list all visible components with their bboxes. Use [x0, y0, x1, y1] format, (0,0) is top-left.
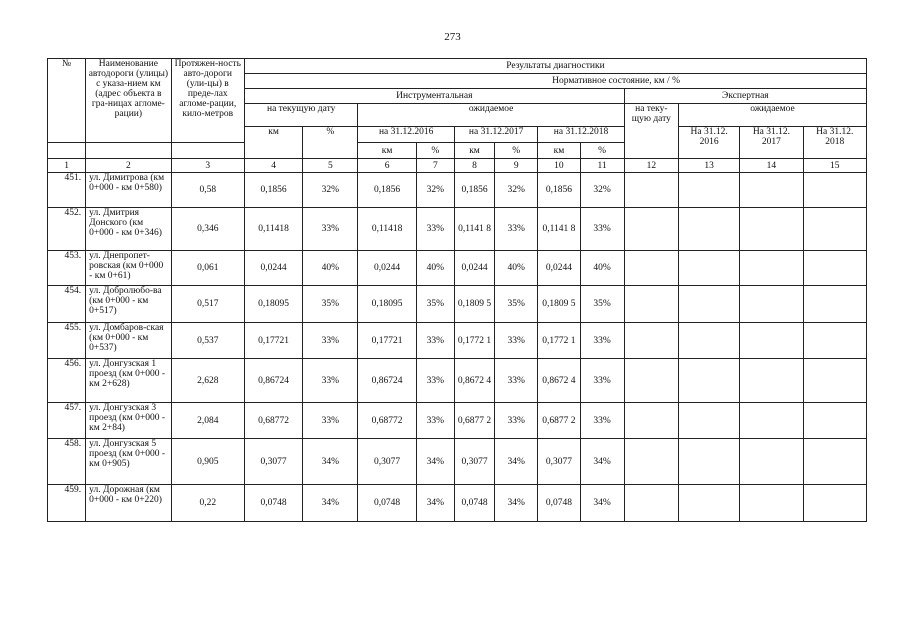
current-km-cell: 0,3077: [244, 439, 302, 485]
header-date-2017: на 31.12.2017: [454, 127, 537, 143]
expert-2018-cell: [803, 403, 866, 439]
pct-2016-cell: 35%: [416, 286, 454, 323]
header-expert-2018: На 31.12. 2018: [803, 127, 866, 159]
expert-current-cell: [624, 439, 678, 485]
table-row: [48, 403, 867, 439]
table-body: [48, 173, 867, 522]
km-2017-cell: 0,3077: [454, 439, 494, 485]
header-expert-current-date: на теку-щую дату: [624, 104, 678, 159]
pct-2018-cell: 34%: [580, 485, 624, 522]
km-2018-cell: 0,1772 1: [538, 323, 580, 359]
expert-2016-cell: [678, 323, 739, 359]
current-pct-cell: 34%: [303, 485, 358, 522]
header-current-pct: %: [303, 127, 358, 159]
expert-2017-cell: [740, 485, 803, 522]
header-expert: Экспертная: [624, 89, 866, 104]
km-2016-cell: 0,11418: [358, 208, 416, 251]
current-pct-cell: 33%: [303, 208, 358, 251]
header-km-2017: км: [454, 143, 494, 159]
expert-2016-cell: [678, 439, 739, 485]
km-2016-cell: 0,68772: [358, 403, 416, 439]
expert-2017-cell: [740, 323, 803, 359]
table-row: [48, 173, 867, 208]
col-number: 2: [86, 159, 171, 173]
col-number: 6: [358, 159, 416, 173]
pct-2017-cell: 34%: [495, 485, 538, 522]
pct-2018-cell: 33%: [580, 323, 624, 359]
current-km-cell: 0,0244: [244, 251, 302, 286]
col-number: 13: [678, 159, 739, 173]
row-number-cell: 451.: [48, 173, 86, 208]
km-2018-cell: 0,0244: [538, 251, 580, 286]
expert-current-cell: [624, 485, 678, 522]
col-number: 12: [624, 159, 678, 173]
km-2016-cell: 0,3077: [358, 439, 416, 485]
road-name-cell: ул. Димитрова (км 0+000 - км 0+580): [86, 173, 171, 208]
km-2017-cell: 0,8672 4: [454, 359, 494, 403]
row-number-cell: 455.: [48, 323, 86, 359]
pct-2016-cell: 33%: [416, 323, 454, 359]
road-name-cell: ул. Дорожная (км 0+000 - км 0+220): [86, 485, 171, 522]
expert-2017-cell: [740, 359, 803, 403]
length-value-cell: 0,061: [171, 251, 244, 286]
table-row: [48, 485, 867, 522]
km-2017-cell: 0,1809 5: [454, 286, 494, 323]
header-normative-state: Нормативное состояние, км / %: [244, 74, 866, 89]
table-row: [48, 439, 867, 485]
km-2017-cell: 0,1772 1: [454, 323, 494, 359]
km-2017-cell: 0,0748: [454, 485, 494, 522]
table-row: [48, 208, 867, 251]
pct-2018-cell: 33%: [580, 403, 624, 439]
header-road-name: Наименование автодороги (улицы) с указа-нием км (адрес объекта в гра-ницах агломе-рации): [86, 59, 171, 143]
col-number: 8: [454, 159, 494, 173]
current-pct-cell: 33%: [303, 359, 358, 403]
expert-2018-cell: [803, 439, 866, 485]
col-number: 9: [495, 159, 538, 173]
expert-2018-cell: [803, 251, 866, 286]
pct-2016-cell: 33%: [416, 403, 454, 439]
col-number: 3: [171, 159, 244, 173]
expert-2016-cell: [678, 173, 739, 208]
km-2016-cell: 0,0244: [358, 251, 416, 286]
header-length: Протяжен-ность авто-дороги (ули-цы) в преде-лах агломе-рации, кило-метров: [171, 59, 244, 143]
current-pct-cell: 40%: [303, 251, 358, 286]
expert-current-cell: [624, 251, 678, 286]
header-date-2016: на 31.12.2016: [358, 127, 454, 143]
header-pct-2016: %: [416, 143, 454, 159]
expert-2018-cell: [803, 323, 866, 359]
current-km-cell: 0,11418: [244, 208, 302, 251]
km-2018-cell: 0,8672 4: [538, 359, 580, 403]
expert-2016-cell: [678, 286, 739, 323]
km-2016-cell: 0,17721: [358, 323, 416, 359]
header-pct-2018: %: [580, 143, 624, 159]
col-number: 15: [803, 159, 866, 173]
col-number: 4: [244, 159, 302, 173]
header-km-2016: км: [358, 143, 416, 159]
current-pct-cell: 33%: [303, 403, 358, 439]
road-name-cell: ул. Добролюбо-ва (км 0+000 - км 0+517): [86, 286, 171, 323]
km-2018-cell: 0,1809 5: [538, 286, 580, 323]
expert-current-cell: [624, 208, 678, 251]
header-instrumental: Инструментальная: [244, 89, 624, 104]
length-value-cell: 2,084: [171, 403, 244, 439]
table-row: [48, 286, 867, 323]
expert-2017-cell: [740, 208, 803, 251]
length-value-cell: 0,346: [171, 208, 244, 251]
km-2017-cell: 0,1141 8: [454, 208, 494, 251]
current-pct-cell: 35%: [303, 286, 358, 323]
road-name-cell: ул. Дмитрия Донского (км 0+000 - км 0+346): [86, 208, 171, 251]
header-expert-expected: ожидаемое: [678, 104, 866, 127]
pct-2018-cell: 33%: [580, 359, 624, 403]
col-number: 11: [580, 159, 624, 173]
current-pct-cell: 32%: [303, 173, 358, 208]
row-number-cell: 452.: [48, 208, 86, 251]
km-2016-cell: 0,86724: [358, 359, 416, 403]
km-2016-cell: 0,18095: [358, 286, 416, 323]
pct-2016-cell: 33%: [416, 359, 454, 403]
table-row: [48, 251, 867, 286]
header-no: №: [48, 59, 86, 143]
pct-2017-cell: 33%: [495, 323, 538, 359]
expert-2017-cell: [740, 251, 803, 286]
pct-2018-cell: 40%: [580, 251, 624, 286]
length-value-cell: 2,628: [171, 359, 244, 403]
row-number-cell: 458.: [48, 439, 86, 485]
table-row: [48, 359, 867, 403]
pct-2018-cell: 35%: [580, 286, 624, 323]
pct-2016-cell: 33%: [416, 208, 454, 251]
col-number: 5: [303, 159, 358, 173]
table-header: [48, 59, 867, 173]
expert-current-cell: [624, 359, 678, 403]
km-2017-cell: 0,1856: [454, 173, 494, 208]
length-value-cell: 0,517: [171, 286, 244, 323]
current-km-cell: 0,1856: [244, 173, 302, 208]
row-number-cell: 454.: [48, 286, 86, 323]
row-number-cell: 456.: [48, 359, 86, 403]
page-number: 273: [444, 31, 461, 43]
expert-2017-cell: [740, 403, 803, 439]
pct-2017-cell: 33%: [495, 359, 538, 403]
current-pct-cell: 34%: [303, 439, 358, 485]
pct-2016-cell: 32%: [416, 173, 454, 208]
pct-2018-cell: 33%: [580, 208, 624, 251]
road-name-cell: ул. Домбаров-ская (км 0+000 - км 0+537): [86, 323, 171, 359]
km-2018-cell: 0,0748: [538, 485, 580, 522]
row-number-cell: 453.: [48, 251, 86, 286]
km-2017-cell: 0,6877 2: [454, 403, 494, 439]
expert-2016-cell: [678, 359, 739, 403]
expert-current-cell: [624, 173, 678, 208]
header-current-date: на текущую дату: [244, 104, 358, 127]
expert-current-cell: [624, 323, 678, 359]
km-2018-cell: 0,1856: [538, 173, 580, 208]
pct-2018-cell: 32%: [580, 173, 624, 208]
row-number-cell: 457.: [48, 403, 86, 439]
current-km-cell: 0,18095: [244, 286, 302, 323]
expert-current-cell: [624, 403, 678, 439]
length-value-cell: 0,22: [171, 485, 244, 522]
expert-2018-cell: [803, 286, 866, 323]
road-name-cell: ул. Донгузская 5 проезд (км 0+000 - км 0+905): [86, 439, 171, 485]
length-value-cell: 0,537: [171, 323, 244, 359]
road-name-cell: ул. Донгузская 1 проезд (км 0+000 - км 2+628): [86, 359, 171, 403]
pct-2017-cell: 33%: [495, 208, 538, 251]
pct-2016-cell: 40%: [416, 251, 454, 286]
header-pct-2017: %: [495, 143, 538, 159]
pct-2016-cell: 34%: [416, 439, 454, 485]
header-current-km: км: [244, 127, 302, 159]
road-name-cell: ул. Днепропет-ровская (км 0+000 - км 0+61): [86, 251, 171, 286]
expert-2017-cell: [740, 286, 803, 323]
col-number: 10: [538, 159, 580, 173]
current-km-cell: 0,68772: [244, 403, 302, 439]
pct-2018-cell: 34%: [580, 439, 624, 485]
km-2017-cell: 0,0244: [454, 251, 494, 286]
col-number: 14: [740, 159, 803, 173]
expert-2017-cell: [740, 439, 803, 485]
expert-2018-cell: [803, 173, 866, 208]
expert-2016-cell: [678, 403, 739, 439]
length-value-cell: 0,905: [171, 439, 244, 485]
expert-current-cell: [624, 286, 678, 323]
header-diagnostics-results: Результаты диагностики: [244, 59, 866, 74]
diagnostics-table: [47, 58, 867, 522]
km-2016-cell: 0,0748: [358, 485, 416, 522]
expert-2017-cell: [740, 173, 803, 208]
current-km-cell: 0,0748: [244, 485, 302, 522]
current-km-cell: 0,17721: [244, 323, 302, 359]
pct-2016-cell: 34%: [416, 485, 454, 522]
km-2016-cell: 0,1856: [358, 173, 416, 208]
col-number: 1: [48, 159, 86, 173]
km-2018-cell: 0,6877 2: [538, 403, 580, 439]
table-row: [48, 323, 867, 359]
pct-2017-cell: 35%: [495, 286, 538, 323]
expert-2016-cell: [678, 208, 739, 251]
pct-2017-cell: 32%: [495, 173, 538, 208]
column-numbers-row: [48, 159, 867, 173]
expert-2018-cell: [803, 359, 866, 403]
pct-2017-cell: 40%: [495, 251, 538, 286]
current-km-cell: 0,86724: [244, 359, 302, 403]
col-number: 7: [416, 159, 454, 173]
road-name-cell: ул. Донгузская 3 проезд (км 0+000 - км 2+84): [86, 403, 171, 439]
current-pct-cell: 33%: [303, 323, 358, 359]
header-expected: ожидаемое: [358, 104, 624, 127]
expert-2016-cell: [678, 251, 739, 286]
length-value-cell: 0,58: [171, 173, 244, 208]
km-2018-cell: 0,1141 8: [538, 208, 580, 251]
pct-2017-cell: 34%: [495, 439, 538, 485]
km-2018-cell: 0,3077: [538, 439, 580, 485]
expert-2018-cell: [803, 485, 866, 522]
expert-2016-cell: [678, 485, 739, 522]
header-date-2018: на 31.12.2018: [538, 127, 624, 143]
header-expert-2017: На 31.12. 2017: [740, 127, 803, 159]
row-number-cell: 459.: [48, 485, 86, 522]
expert-2018-cell: [803, 208, 866, 251]
header-expert-2016: На 31.12. 2016: [678, 127, 739, 159]
pct-2017-cell: 33%: [495, 403, 538, 439]
header-km-2018: км: [538, 143, 580, 159]
